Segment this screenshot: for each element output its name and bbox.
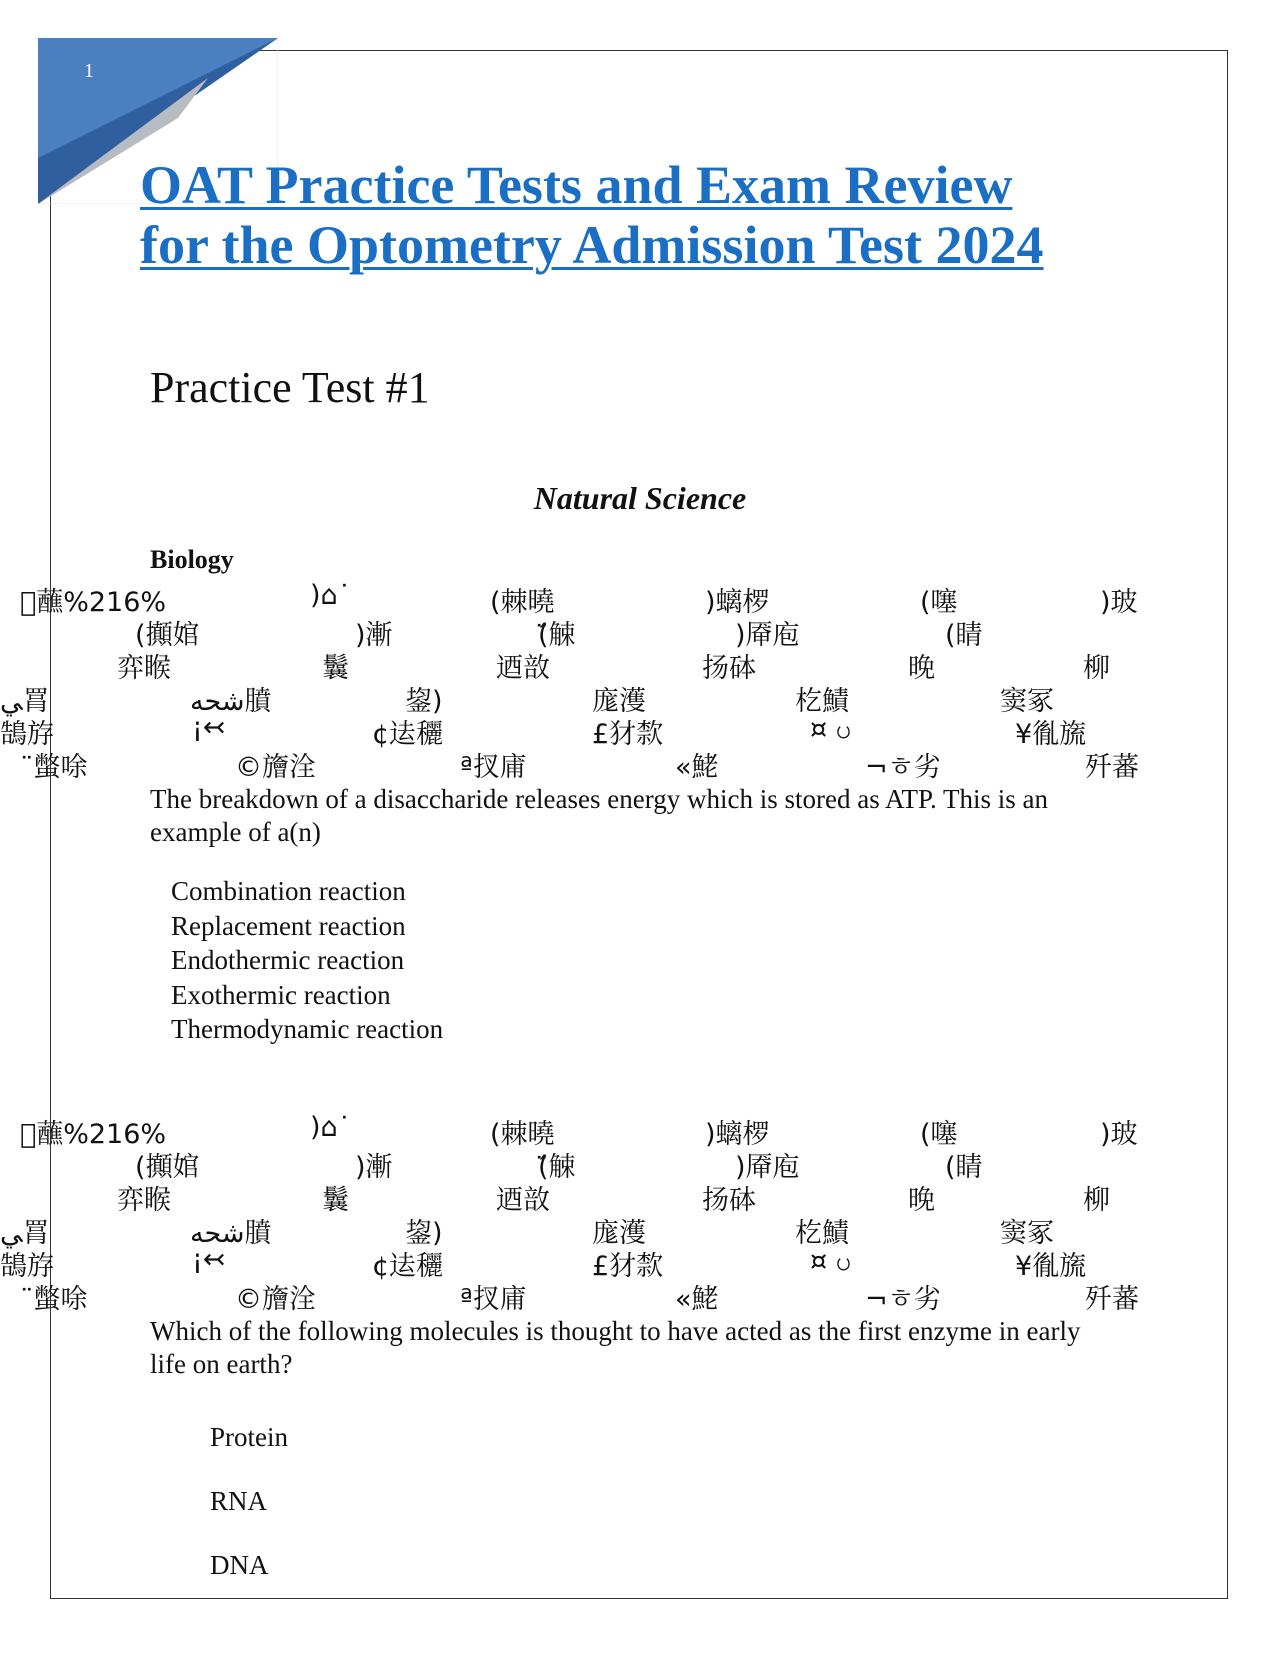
question-2-text: Which of the following molecules is thought to have acted as the first enzyme in early life on earth? <box>150 1316 1081 1379</box>
garbled-text: 弈睺 <box>117 1185 171 1216</box>
subject-heading: Natural Science <box>533 480 747 516</box>
garbled-text: ¢迲穲 <box>372 719 444 750</box>
garbled-text: «鮱 <box>675 1284 719 1315</box>
garbled-text: ¥㣧旒 <box>1015 719 1087 750</box>
garbled-text: ¬ㅎ劣 <box>865 1284 941 1315</box>
answer-option[interactable]: Exothermic reaction <box>171 979 391 1010</box>
answer-option[interactable]: DNA <box>210 1550 269 1580</box>
page-number: 1 <box>84 60 94 82</box>
garbled-text: 歼蕃 <box>1085 752 1139 783</box>
question-1-options <box>171 874 443 1047</box>
garbled-text: 晚 <box>908 1185 935 1216</box>
answer-option[interactable]: Protein <box>210 1422 288 1452</box>
garbled-text: (̈́觫 <box>538 620 576 651</box>
garbled-text: )⌂˙ <box>310 1112 352 1143</box>
garbled-text: 鵠斿 <box>0 719 54 750</box>
garbled-text: 扬砵 <box>702 1185 756 1216</box>
garbled-text: 庬濩 <box>592 686 646 717</box>
garbled-text: ¬ㅎ劣 <box>865 752 941 783</box>
garbled-text: 鬤 <box>322 653 349 684</box>
garbled-text: 柳 <box>1083 653 1110 684</box>
garbled-text: )厣庖 <box>735 1152 800 1183</box>
garbled-text: (棘曉 <box>490 1119 555 1150</box>
garbled-text: «鮱 <box>675 752 719 783</box>
garbled-text: ¨蟞唋 <box>20 752 88 783</box>
garbled-text: ª扠庯 <box>460 1284 527 1315</box>
garbled-text: 蘸%216% <box>20 1119 150 1150</box>
answer-option[interactable]: Replacement reaction <box>171 910 406 941</box>
garbled-text: ¤ ပ <box>810 1246 852 1277</box>
garbled-text: (睛 <box>945 1152 983 1183</box>
garbled-text: 窦冢 <box>1000 1218 1054 1249</box>
title-line-2[interactable]: for the Optometry Admission Test 2024 <box>140 215 1044 275</box>
garbled-text: ª扠庯 <box>460 752 527 783</box>
garbled-text-block <box>0 1112 1280 1315</box>
garbled-text: )螭椤 <box>705 587 770 618</box>
garbled-text: 窦冢 <box>1000 686 1054 717</box>
garbled-text: )玻 <box>1100 587 1138 618</box>
garbled-text: 晚 <box>908 653 935 684</box>
garbled-text: ﻲ罥 <box>0 686 50 717</box>
garbled-text: 鋆) <box>405 1218 443 1249</box>
garbled-text: ¨蟞唋 <box>20 1284 88 1315</box>
garbled-text: ©旝洤 <box>235 752 316 783</box>
garbled-text: 歼蕃 <box>1085 1284 1139 1315</box>
garbled-text: ¥㣧旒 <box>1015 1251 1087 1282</box>
garbled-text: ¡↢ <box>192 712 226 743</box>
garbled-text: £犲歀 <box>592 1251 664 1282</box>
garbled-text: ©旝洤 <box>235 1284 316 1315</box>
garbled-text: ¢迲穲 <box>372 1251 444 1282</box>
answer-option[interactable]: RNA <box>210 1486 268 1516</box>
document-title[interactable] <box>140 155 1044 275</box>
garbled-text: )漸 <box>355 1152 393 1183</box>
garbled-text-block <box>0 580 1280 783</box>
answer-option[interactable]: Thermodynamic reaction <box>171 1014 444 1044</box>
garbled-text: ﻲ罥 <box>0 1218 50 1249</box>
garbled-text: (̈́觫 <box>538 1152 576 1183</box>
garbled-text: ¤ ပ <box>810 714 852 745</box>
garbled-text: (攧婠 <box>135 620 200 651</box>
garbled-text: (噻 <box>920 1119 958 1150</box>
garbled-text: 鬤 <box>322 1185 349 1216</box>
garbled-text: 蘸%216% <box>20 587 150 618</box>
garbled-text: 杚鰿 <box>795 686 849 717</box>
garbled-text: 弈睺 <box>117 653 171 684</box>
garbled-text: 鋆) <box>405 686 443 717</box>
garbled-text: (棘曉 <box>490 587 555 618</box>
garbled-text: 柳 <box>1083 1185 1110 1216</box>
garbled-text: 迺敨 <box>496 653 550 684</box>
garbled-text: (噻 <box>920 587 958 618</box>
garbled-text: 鵠斿 <box>0 1251 54 1282</box>
section-title: Practice Test #1 <box>150 363 430 412</box>
garbled-text: )厣庖 <box>735 620 800 651</box>
question-2-options <box>210 1405 288 1597</box>
garbled-text: 庬濩 <box>592 1218 646 1249</box>
question-1-text: The breakdown of a disaccharide releases energy which is stored as ATP. This is an example of a(n) <box>150 784 1049 847</box>
garbled-text: )⌂˙ <box>310 580 352 611</box>
garbled-text: 扬砵 <box>702 653 756 684</box>
garbled-text: )玻 <box>1100 1119 1138 1150</box>
garbled-text: (攧婠 <box>135 1152 200 1183</box>
garbled-text: ﺷﺤﻪ膹 <box>190 1218 272 1249</box>
title-line-1[interactable]: OAT Practice Tests and Exam Review <box>140 155 1013 215</box>
subsection-heading: Biology <box>150 545 234 574</box>
garbled-text: )漸 <box>355 620 393 651</box>
garbled-text: 杚鰿 <box>795 1218 849 1249</box>
garbled-text: £犲歀 <box>592 719 664 750</box>
garbled-text: ¡↢ <box>192 1244 226 1275</box>
garbled-text: (睛 <box>945 620 983 651</box>
garbled-text: 迺敨 <box>496 1185 550 1216</box>
answer-option[interactable]: Combination reaction <box>171 876 406 906</box>
garbled-text: ﺷﺤﻪ膹 <box>190 686 272 717</box>
answer-option[interactable]: Endothermic reaction <box>171 945 405 975</box>
garbled-text: )螭椤 <box>705 1119 770 1150</box>
